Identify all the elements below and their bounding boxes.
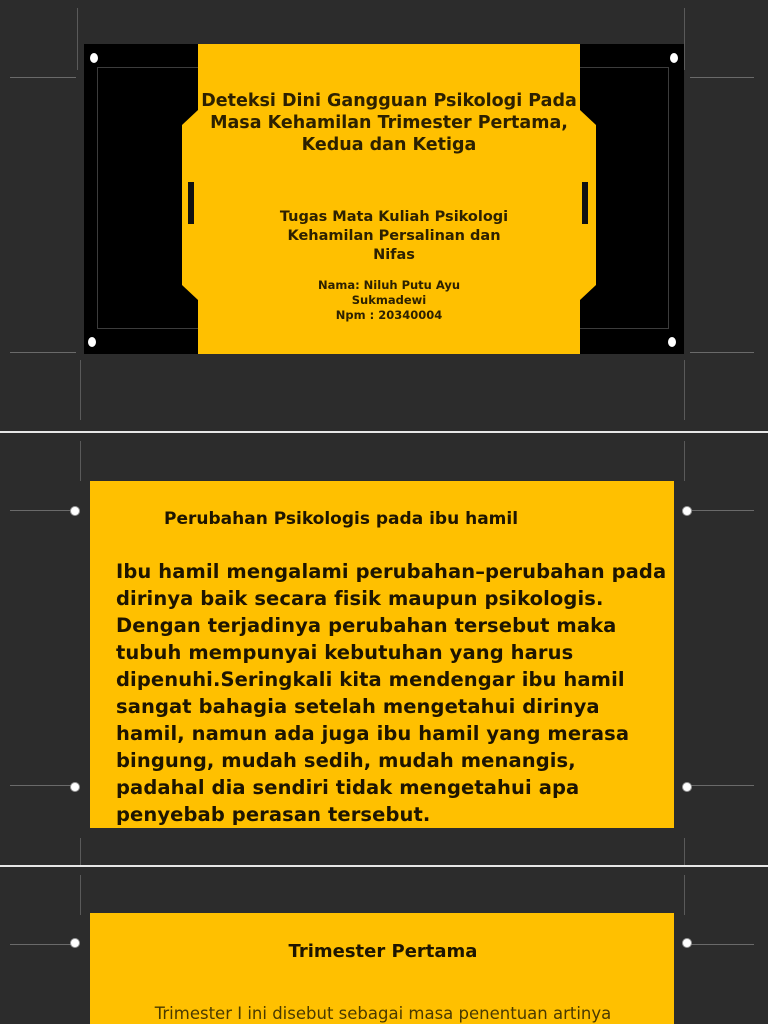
trimester-heading[interactable]: Trimester Pertama: [288, 941, 478, 962]
resize-handle[interactable]: [682, 506, 692, 516]
resize-handle[interactable]: [88, 337, 96, 347]
guide-line: [690, 352, 754, 353]
guide-line: [684, 441, 685, 481]
guide-line: [10, 77, 76, 78]
resize-handle[interactable]: [682, 782, 692, 792]
guide-line: [80, 875, 81, 915]
author-name-line-1: Nama: Niluh Putu Ayu: [317, 278, 461, 292]
resize-handle[interactable]: [70, 782, 80, 792]
trimester-body-text[interactable]: Trimester I ini disebut sebagai masa penentuan artinya: [154, 1004, 612, 1023]
guide-line: [80, 360, 81, 420]
guide-line: [684, 875, 685, 915]
section-heading[interactable]: Perubahan Psikologis pada ibu hamil: [164, 509, 519, 529]
guide-line: [690, 944, 754, 945]
resize-handle[interactable]: [668, 337, 676, 347]
resize-handle[interactable]: [70, 506, 80, 516]
guide-line: [10, 510, 76, 511]
guide-line: [684, 360, 685, 420]
resize-handle[interactable]: [70, 938, 80, 948]
guide-line: [684, 838, 685, 865]
student-number: Npm : 20340004: [335, 308, 443, 322]
presentation-title[interactable]: Deteksi Dini Gangguan Psikologi Pada Masa Kehamilan Trimester Pertama, Kedua dan Ketiga: [201, 91, 577, 155]
guide-line: [684, 8, 685, 70]
guide-line: [690, 77, 754, 78]
resize-handle[interactable]: [670, 53, 678, 63]
guide-line: [80, 838, 81, 865]
guide-line: [690, 785, 754, 786]
course-subtitle[interactable]: Tugas Mata Kuliah Psikologi Kehamilan Persalinan dan Nifas: [279, 209, 509, 263]
resize-handle[interactable]: [90, 53, 98, 63]
guide-line: [690, 510, 754, 511]
section-body-text[interactable]: Ibu hamil mengalami perubahan–perubahan pada dirinya baik secara fisik maupun psikologis. Dengan terjadinya perubahan tersebut maka tubuh mempunyai kebutuhan yang harus dipenuhi.Seringkali kita mendengar ibu hamil sangat bahagia setelah mengetahui dirinya hamil, namun ada juga ibu hamil yang merasa bingung, mudah sedih, mudah menangis, padahal dia sendiri tidak mengetahui apa penyebab perasan tersebut.: [116, 560, 667, 826]
guide-line: [10, 785, 76, 786]
guide-line: [80, 441, 81, 481]
guide-line: [10, 944, 76, 945]
author-name-line-2: Sukmadewi: [351, 293, 427, 307]
guide-line: [77, 8, 78, 70]
author-info[interactable]: [198, 278, 580, 323]
resize-handle[interactable]: [682, 938, 692, 948]
guide-line: [10, 352, 76, 353]
